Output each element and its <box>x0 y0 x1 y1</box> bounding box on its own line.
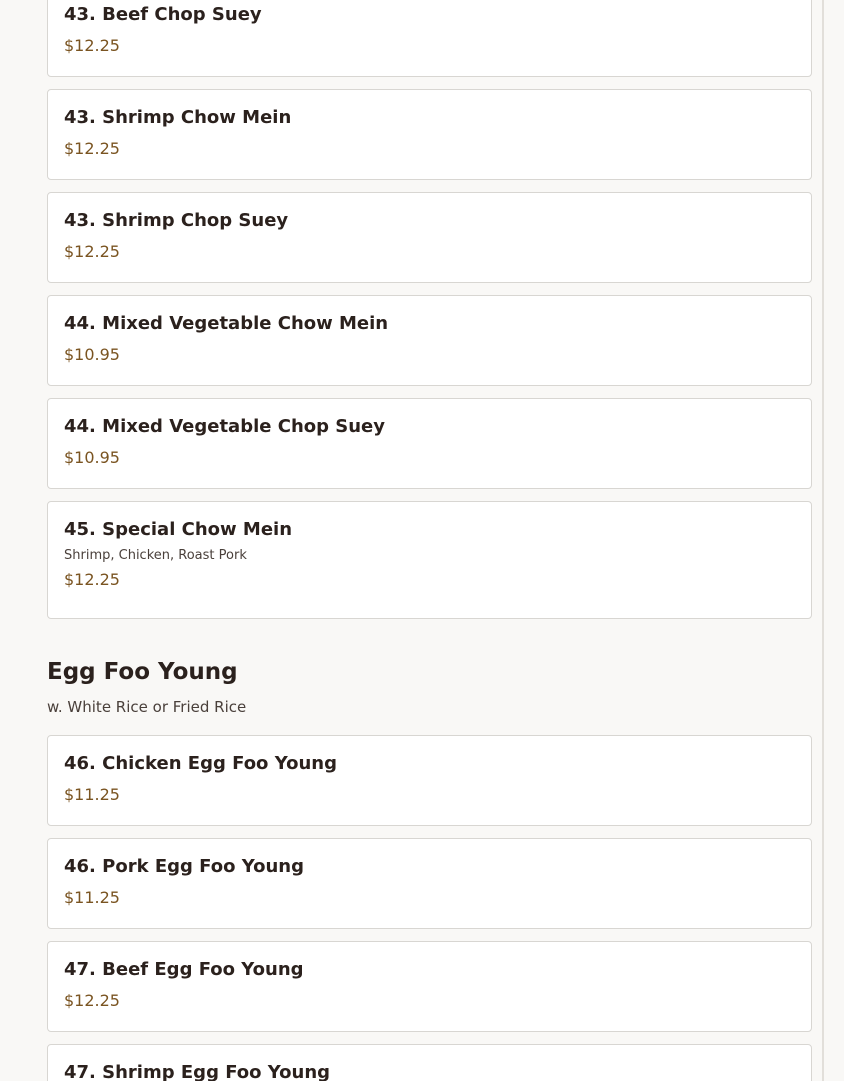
menu-item-name: 44. Mixed Vegetable Chow Mein <box>64 313 389 334</box>
menu-item-name: 47. Beef Egg Foo Young <box>64 959 304 980</box>
menu-item-card[interactable] <box>47 398 812 489</box>
menu-item-name: 44. Mixed Vegetable Chop Suey <box>64 416 385 437</box>
section-title: Egg Foo Young <box>47 659 238 685</box>
menu-list <box>47 0 812 1081</box>
menu-item-name: 47. Shrimp Egg Foo Young <box>64 1062 331 1081</box>
menu-item-card[interactable] <box>47 501 812 619</box>
menu-item-card[interactable] <box>47 735 812 826</box>
menu-item-card[interactable] <box>47 0 812 77</box>
menu-item-price: $11.25 <box>64 785 120 804</box>
menu-item-card[interactable] <box>47 192 812 283</box>
menu-item-price: $12.25 <box>64 242 120 261</box>
menu-item-price: $10.95 <box>64 448 120 467</box>
menu-item-card[interactable] <box>47 295 812 386</box>
menu-item-card[interactable] <box>47 89 812 180</box>
menu-item-name: 46. Pork Egg Foo Young <box>64 856 304 877</box>
menu-item-card[interactable] <box>47 1044 812 1081</box>
menu-item-price: $11.25 <box>64 888 120 907</box>
scroll-rail <box>822 0 824 1081</box>
menu-item-card[interactable] <box>47 941 812 1032</box>
menu-item-card[interactable] <box>47 838 812 929</box>
menu-item-description: Shrimp, Chicken, Roast Pork <box>64 548 247 563</box>
menu-item-price: $10.95 <box>64 345 120 364</box>
menu-item-price: $12.25 <box>64 139 120 158</box>
menu-item-price: $12.25 <box>64 36 120 55</box>
section-header <box>47 631 812 717</box>
section-subtitle: w. White Rice or Fried Rice <box>47 698 247 716</box>
menu-item-name: 43. Shrimp Chow Mein <box>64 107 292 128</box>
menu-item-name: 45. Special Chow Mein <box>64 519 293 540</box>
menu-item-name: 43. Beef Chop Suey <box>64 4 262 25</box>
menu-item-name: 43. Shrimp Chop Suey <box>64 210 289 231</box>
menu-item-price: $12.25 <box>64 570 120 589</box>
menu-item-name: 46. Chicken Egg Foo Young <box>64 753 337 774</box>
menu-item-price: $12.25 <box>64 991 120 1010</box>
